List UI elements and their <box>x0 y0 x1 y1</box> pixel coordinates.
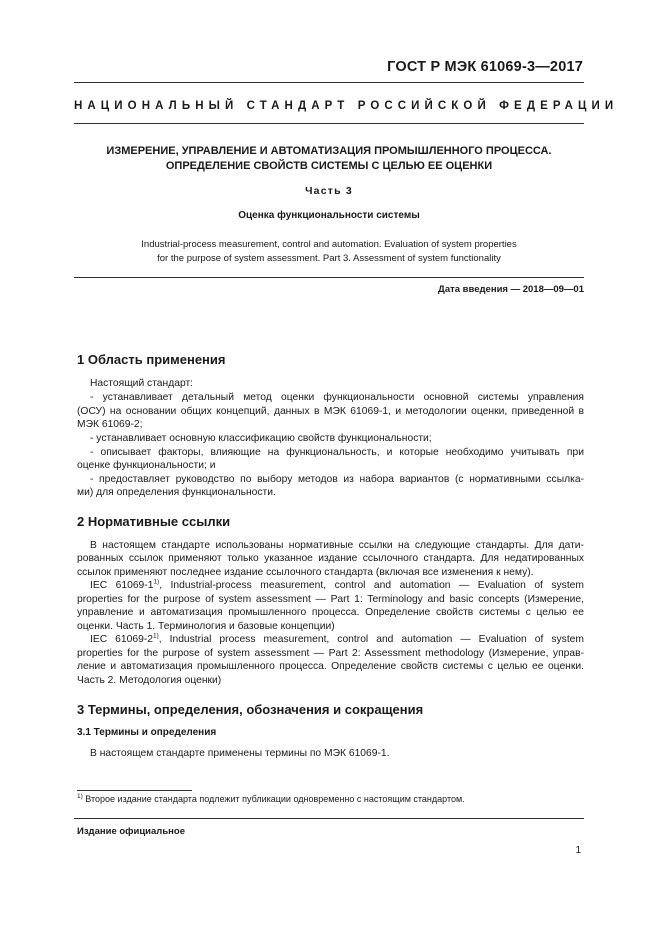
section-1-heading: 1 Область применения <box>77 352 226 367</box>
section-2-line: ление и автоматизация промышленного процесса. Определение свойств системы с целью ее оценки. <box>77 661 584 672</box>
footnote-mark: 1) <box>153 578 160 586</box>
section-2-line: properties for the purpose of system assessment — Part 1: Terminology and basic concepts (Измерение, <box>77 594 584 605</box>
title-line-2: ОПРЕДЕЛЕНИЕ СВОЙСТВ СИСТЕМЫ С ЦЕЛЬЮ ЕЕ ОЦЕНКИ <box>165 160 493 172</box>
section-2-line: рованных ссылок применяют только указанное издание ссылочного стандарта. Для недатированных <box>77 553 584 564</box>
section-2-heading: 2 Нормативные ссылки <box>77 514 231 529</box>
section-1-line: - устанавливает детальный метод оценки функциональности основной системы управления <box>90 392 584 403</box>
section-1-line: ми) для определения функциональности. <box>77 487 276 498</box>
section-1-line: Настоящий стандарт: <box>90 378 194 389</box>
section-1-line: - устанавливает основную классификацию свойств функциональности; <box>90 433 432 444</box>
english-title-line-2: for the purpose of system assessment. Part 3. Assessment of system functionality <box>157 252 501 264</box>
title-line-1: ИЗМЕРЕНИЕ, УПРАВЛЕНИЕ И АВТОМАТИЗАЦИЯ ПРОМЫШЛЕННОГО ПРОЦЕССА. <box>106 145 552 157</box>
reference-code: IEC 61069-1 <box>90 580 154 591</box>
official-edition-label: Издание официальное <box>77 826 185 837</box>
effective-date: Дата введения — 2018—09—01 <box>438 284 584 295</box>
section-1-line: оценке функциональности; и <box>77 460 216 471</box>
date-rule <box>74 277 584 278</box>
footer-rule <box>74 818 584 819</box>
section-2-reference <box>90 633 584 646</box>
footnote-rule <box>77 790 192 791</box>
section-1-line: - предоставляет руководство по выбору методов из набора вариантов (с нормативными ссылка- <box>90 474 584 485</box>
footnote-text: Второе издание стандарта подлежит публикации одновременно с настоящим стандартом. <box>82 794 465 804</box>
section-2-line: В настоящем стандарте использованы нормативные ссылки на следующие стандарты. Для дати- <box>90 540 584 551</box>
document-title <box>74 144 584 174</box>
section-1-line: МЭК 61069-2; <box>77 419 143 430</box>
section-1-line: - описывает факторы, влияющие на функциональность, и которые необходимо учитывать при <box>90 447 584 458</box>
section-3-1-heading: 3.1 Термины и определения <box>77 727 217 738</box>
footnote-mark: 1) <box>152 632 159 640</box>
section-2-line: оценки. Часть 1. Терминология и базовые концепции) <box>77 621 335 632</box>
section-1-line: (ОСУ) на основании общих концепций, данных в МЭК 61069-1, и методологии оценки, приведенной в <box>77 406 584 417</box>
reference-title: , Industrial-process measurement, control and automation — Evaluation of system <box>159 580 584 591</box>
section-2-line: Часть 2. Методология оценки) <box>77 675 222 686</box>
reference-code: IEC 61069-2 <box>90 634 153 645</box>
gost-code: ГОСТ Р МЭК 61069-3—2017 <box>387 59 583 75</box>
section-3-heading: 3 Термины, определения, обозначения и сокращения <box>77 702 424 717</box>
document-subtitle: Оценка функциональности системы <box>238 210 420 221</box>
reference-title: , Industrial process measurement, control and automation — Evaluation of system <box>158 634 584 645</box>
english-title <box>74 238 584 265</box>
part-label: Часть 3 <box>305 185 353 197</box>
header-rule-top <box>74 82 584 83</box>
national-standard-banner: НАЦИОНАЛЬНЫЙ СТАНДАРТ РОССИЙСКОЙ ФЕДЕРАЦИИ <box>74 100 619 112</box>
footnote-mark: 1) <box>77 793 83 800</box>
footnote <box>77 794 465 804</box>
english-title-line-1: Industrial-process measurement, control and automation. Evaluation of system properties <box>141 239 517 250</box>
header-rule-bottom <box>74 123 584 124</box>
section-3-1-text: В настоящем стандарте применены термины по МЭК 61069-1. <box>90 748 390 759</box>
section-2-line: управление и автоматизация промышленного процесса. Определение свойств системы с целью ее <box>77 607 584 618</box>
page-number: 1 <box>575 845 581 856</box>
section-2-line: properties for the purpose of system assessment — Part 2: Assessment methodology (Измерение, управ- <box>77 648 584 659</box>
section-2-line: ссылок применяют последнее издание ссылочного стандарта (включая все изменения к нему). <box>77 567 534 578</box>
section-2-reference <box>90 579 584 592</box>
